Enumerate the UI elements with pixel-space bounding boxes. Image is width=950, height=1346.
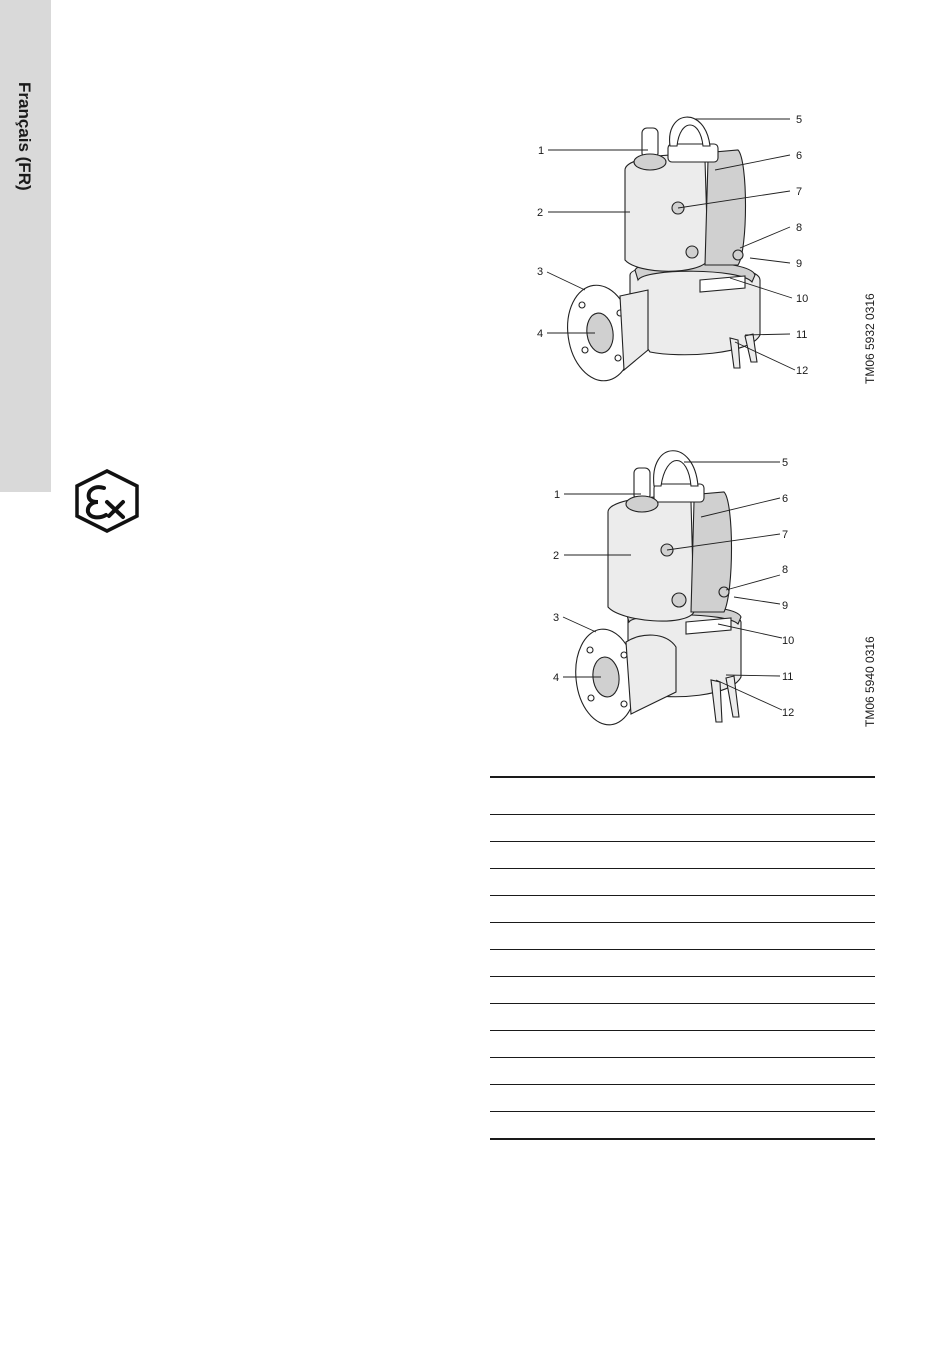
callout-3: 3 (553, 612, 560, 624)
callout-9: 9 (782, 600, 789, 612)
callout-11: 11 (796, 329, 808, 341)
callout-8: 8 (782, 564, 789, 576)
table-header-row (490, 777, 875, 815)
callout-11: 11 (782, 671, 794, 683)
callout-5: 5 (782, 457, 789, 469)
callout-9: 9 (796, 258, 803, 270)
table-cell-pos (490, 1085, 550, 1112)
pump-figure-1 (520, 100, 820, 390)
table-cell-description (550, 1004, 875, 1031)
table-cell-description (550, 950, 875, 977)
table-cell-pos (490, 842, 550, 869)
table-cell-description (550, 1085, 875, 1112)
callout-7: 7 (796, 186, 803, 198)
callout-12: 12 (796, 365, 809, 377)
table-row (490, 950, 875, 977)
pump-drawing-2 (536, 442, 816, 732)
callout-5: 5 (796, 114, 803, 126)
callout-4: 4 (537, 328, 544, 340)
table-cell-pos (490, 815, 550, 842)
table-cell-pos (490, 869, 550, 896)
callout-4: 4 (553, 672, 560, 684)
table-row (490, 896, 875, 923)
figure-code-2: TM06 5940 0316 (863, 636, 877, 727)
table-cell-pos (490, 923, 550, 950)
table-cell-pos (490, 1004, 550, 1031)
atex-ex-hexagon-icon (74, 469, 140, 533)
callout-3: 3 (537, 266, 544, 278)
table-cell-pos (490, 1112, 550, 1140)
table-cell-pos (490, 896, 550, 923)
table-row (490, 842, 875, 869)
table-cell-description (550, 977, 875, 1004)
table-row (490, 1031, 875, 1058)
table-cell-description (550, 1112, 875, 1140)
table-row (490, 869, 875, 896)
callout-6: 6 (782, 493, 789, 505)
callout-10: 10 (796, 293, 809, 305)
table-cell-description (550, 869, 875, 896)
callout-10: 10 (782, 635, 795, 647)
table-row (490, 815, 875, 842)
table-cell-pos (490, 977, 550, 1004)
callout-1: 1 (554, 489, 561, 501)
pump-figure-2 (536, 442, 816, 732)
table-cell-description (550, 896, 875, 923)
table-row (490, 1004, 875, 1031)
table-row (490, 1058, 875, 1085)
table-cell-description (550, 777, 875, 815)
pump-drawing-1 (520, 100, 820, 390)
table-cell-description (550, 1031, 875, 1058)
table-cell-description (550, 815, 875, 842)
callout-12: 12 (782, 707, 795, 719)
table-cell-description (550, 923, 875, 950)
callout-2: 2 (553, 550, 560, 562)
callout-6: 6 (796, 150, 803, 162)
position-table (490, 776, 875, 1140)
language-tab (0, 0, 51, 492)
table-cell-pos (490, 1031, 550, 1058)
table-cell-pos (490, 777, 550, 815)
callout-1: 1 (538, 145, 545, 157)
table-row (490, 977, 875, 1004)
callout-2: 2 (537, 207, 544, 219)
language-tab-label: Français (FR) (15, 82, 34, 191)
callout-8: 8 (796, 222, 803, 234)
table-row (490, 923, 875, 950)
table-row (490, 1112, 875, 1140)
callout-7: 7 (782, 529, 789, 541)
figure-code-1: TM06 5932 0316 (863, 293, 877, 384)
table-cell-description (550, 842, 875, 869)
table-cell-pos (490, 950, 550, 977)
table-cell-pos (490, 1058, 550, 1085)
table-row (490, 1085, 875, 1112)
table-cell-description (550, 1058, 875, 1085)
